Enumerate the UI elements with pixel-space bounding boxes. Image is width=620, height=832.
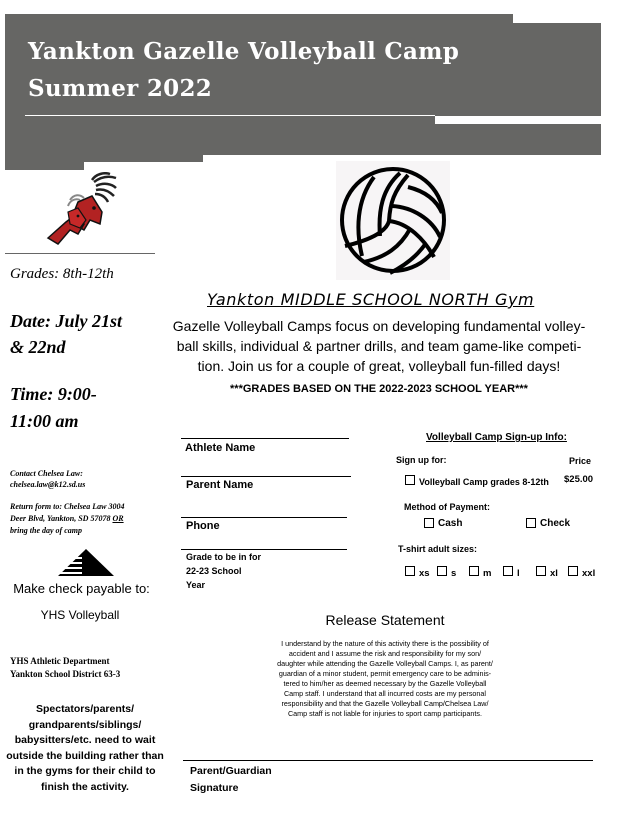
size-label: m [483,568,492,579]
size-option-xxl[interactable] [568,566,595,579]
pyramid-icon [58,549,114,577]
size-checkbox[interactable] [405,566,415,576]
camp-checkbox[interactable] [405,475,415,485]
grade-label-line1: Grade to be in for [186,552,262,562]
signup-heading: Volleyball Camp Sign-up Info: [426,432,567,443]
time-line2: 11:00 am [10,411,79,431]
description-line: Gazelle Volleyball Camps focus on developing fundamental volley- [172,318,586,334]
release-heading: Release Statement [325,612,445,628]
grade-line [181,549,347,550]
location-heading: Yankton MIDDLE SCHOOL NORTH Gym [207,290,535,309]
payment-cash-option[interactable] [424,518,462,529]
release-body [240,639,530,719]
release-line: guardian of a minor student, permit emergency care to be adminis- [278,669,492,678]
contact-email[interactable]: chelsea.law@k12.sd.us [10,480,86,489]
date-line1: Date: July 21st [10,311,122,331]
sign-up-for-label: Sign up for: [396,455,447,465]
contact-line1: Contact Chelsea Law: [10,469,83,478]
dept-line2: Yankton School District 63-3 [10,669,121,679]
size-option-xl[interactable] [536,566,558,579]
size-label: l [517,568,520,579]
size-label: s [451,568,457,579]
athlete-name-line [181,438,349,439]
volleyball-icon [336,161,450,280]
size-label: xxl [582,568,596,579]
gazelle-logo-icon [40,172,120,252]
grades-text: Grades: 8th-12th [10,266,114,282]
grades-note: ***GRADES BASED ON THE 2022-2023 SCHOOL YEAR*** [230,383,528,395]
header-title-line2: Summer 2022 [28,75,213,102]
return-line2 [10,514,124,523]
dept-line1: YHS Athletic Department [10,656,110,666]
return-line1: Return form to: Chelsea Law 3004 [10,502,125,511]
return-address: Deer Blvd, Yankton, SD 57078 [10,514,113,523]
check-label: Check [540,518,571,529]
size-option-s[interactable] [437,566,456,579]
size-option-l[interactable] [503,566,520,579]
release-line: I understand by the nature of this activity there is the possibility of [281,639,489,648]
return-or: OR [112,514,124,523]
release-line: tered to him/her as deemed necessary by the Gazelle Volleyball [283,679,487,688]
return-line3: bring the day of camp [10,526,82,535]
signature-field[interactable] [190,763,590,795]
time-line1: Time: 9:00- [10,384,97,404]
tshirt-label: T-shirt adult sizes: [398,544,478,554]
volleyball-image [336,161,450,280]
camp-option-label: Volleyball Camp grades 8-12th [419,477,549,487]
size-checkbox[interactable] [536,566,546,576]
release-line: Camp staff is not liable for injuries to sport camp participants. [287,709,483,718]
release-line: Camp staff. I understand that all incurred costs are my personal [283,689,486,698]
size-checkbox[interactable] [503,566,513,576]
payment-check-option[interactable] [526,518,570,529]
signature-line [183,760,593,761]
signature-label-line2: Signature [190,782,239,794]
header-rule [25,115,435,116]
size-label: xl [550,568,558,579]
release-line: responsibility and that the Gazelle Volleyball Camp/Chelsea Law/ [281,699,489,708]
size-label: xs [419,568,430,579]
date-line2: & 22nd [10,337,66,357]
athlete-name-field[interactable]: Athlete Name [185,442,256,454]
cash-label: Cash [438,518,463,529]
signature-label-line1: Parent/Guardian [190,765,272,777]
release-line: accident and I assume the risk and responsibility for my son/ [288,649,482,658]
check-payee: YHS Volleyball [40,608,120,622]
camp-option[interactable] [405,475,549,487]
check-payable-label: Make check payable to: [13,581,150,596]
payment-label: Method of Payment: [404,502,491,512]
release-line: daughter while attending the Gazelle Volleyball Camps. I, as parent/ [277,659,493,668]
size-checkbox[interactable] [568,566,578,576]
parent-name-line [181,476,351,477]
cash-checkbox[interactable] [424,518,434,528]
description-line: tion. Join us for a couple of great, volleyball fun-filled days! [197,358,561,374]
camp-price: $25.00 [564,474,594,485]
price-label: Price [569,456,592,466]
description-line: ball skills, individual & partner drills, and team game-like competi- [176,338,582,354]
grade-label-line3: Year [186,580,206,590]
size-checkbox[interactable] [437,566,447,576]
spectators-note: Spectators/parents/ grandparents/siblings/ babysitters/etc. need to wait outside the building rather than in the gyms for their child to finish the activity. [6,703,164,793]
size-checkbox[interactable] [469,566,479,576]
header-title-line1: Yankton Gazelle Volleyball Camp [28,38,460,65]
size-option-m[interactable] [469,566,491,579]
phone-line [181,517,347,518]
grade-label-line2: 22-23 School [186,566,242,576]
size-option-xs[interactable] [405,566,430,579]
check-checkbox[interactable] [526,518,536,528]
phone-field[interactable]: Phone [186,520,220,532]
parent-name-field[interactable]: Parent Name [186,479,254,491]
sidebar-divider [5,253,155,254]
